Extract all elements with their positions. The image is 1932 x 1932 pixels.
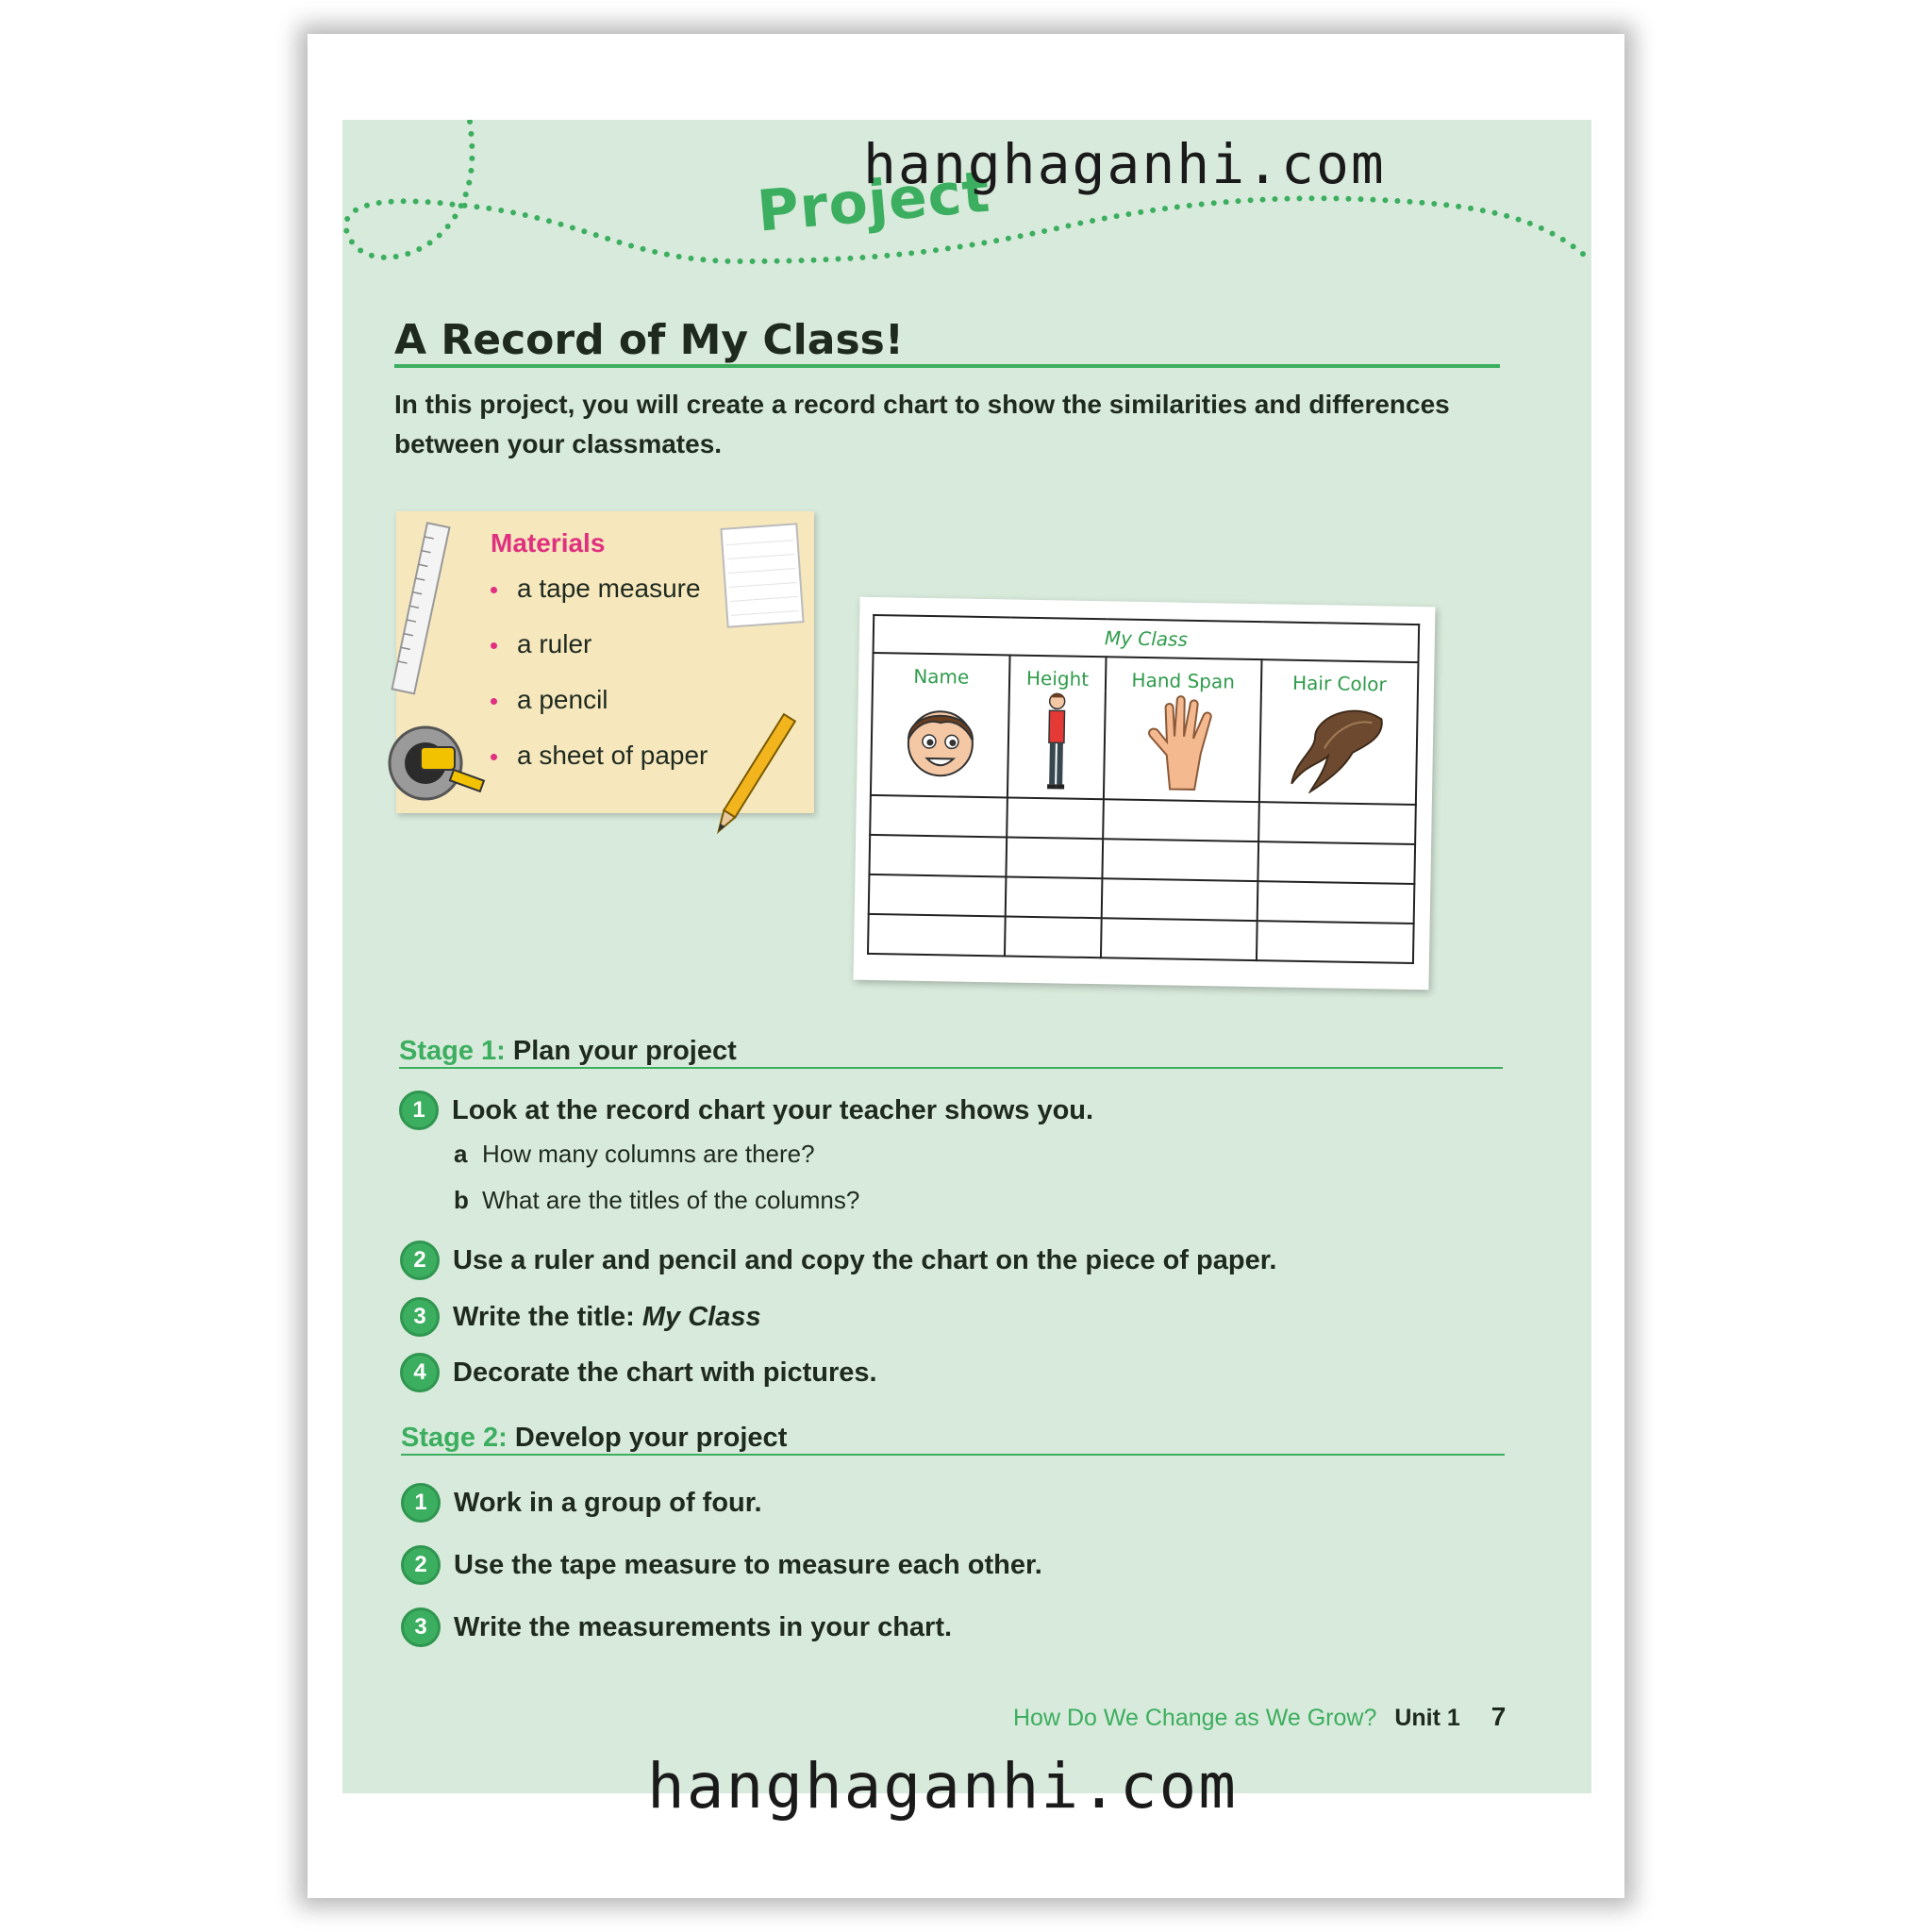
table-cell [870,795,1008,838]
watermark-top: hanghaganhi.com [863,132,1386,196]
column-header: Name [873,653,1010,690]
ruler-icon [389,519,455,698]
hair-icon [1259,693,1418,805]
table-cell [1008,797,1104,839]
column-header: Hand Span [1105,657,1261,693]
table-cell [1100,918,1257,960]
step-number-badge: 1 [399,1091,439,1130]
materials-item: a tape measure [491,574,708,629]
record-chart-image [854,597,1436,991]
step-number-badge: 3 [401,1607,441,1647]
table-cell [1007,837,1103,878]
table-cell [869,874,1007,917]
stage2-step-1: 1 Work in a group of four. [401,1483,762,1523]
table-cell [1006,876,1102,918]
hand-icon [1103,691,1260,802]
footer-unit: Unit 1 [1394,1705,1460,1731]
stage2-step-3: 3 Write the measurements in your chart. [401,1607,952,1647]
watermark-bottom: hanghaganhi.com [647,1750,1239,1823]
step-number-badge: 4 [400,1353,440,1392]
materials-item: a pencil [491,685,708,741]
column-header: Height [1009,655,1106,691]
stage1-step-4: 4 Decorate the chart with pictures. [400,1353,877,1392]
stage2-step-2: 2 Use the tape measure to measure each other. [401,1545,1042,1585]
step-number-badge: 3 [400,1297,440,1337]
materials-title: Materials [491,528,606,558]
project-banner-title: Project [755,158,993,245]
record-chart-title: My Class [874,615,1420,662]
page-footer [1013,1702,1506,1732]
materials-item: a sheet of paper [491,741,708,796]
stage1-heading: Stage 1: Plan your project [399,1036,737,1066]
step-number-badge: 1 [401,1483,441,1523]
materials-list [491,574,708,796]
table-cell [1258,802,1416,844]
page-number: 7 [1491,1702,1507,1731]
column-header: Hair Color [1261,659,1419,696]
bullet-icon [491,698,497,705]
table-cell [1257,921,1414,963]
heading-underline [394,364,1500,368]
table-cell [1005,916,1101,958]
footer-title: How Do We Change as We Grow? [1013,1705,1377,1731]
table-cell [869,835,1007,877]
stage2-rule [401,1454,1505,1456]
stage1-step-1: 1 Look at the record chart your teacher shows you. [399,1091,1093,1130]
table-cell [1102,839,1258,881]
bullet-icon [491,754,497,760]
stage1-sub-b: b What are the titles of the columns? [454,1186,860,1214]
table-cell [1257,881,1414,924]
pencil-icon [706,708,800,849]
record-chart-table [867,614,1420,964]
stage1-rule [399,1067,1503,1069]
table-cell [1257,841,1415,884]
bullet-icon [491,642,497,649]
stage2-heading: Stage 2: Develop your project [401,1423,788,1453]
stage1-step-2: 2 Use a ruler and pencil and copy the chart on the piece of paper. [400,1241,1276,1280]
materials-item: a ruler [491,629,708,685]
tape-measure-icon [383,721,496,815]
step-number-badge: 2 [401,1545,441,1585]
stage1-step-3: 3 Write the title: My Class [400,1297,761,1337]
intro-text: In this project, you will create a record chart to show the similarities and differences between your classmates. [394,390,1450,458]
table-cell [868,914,1006,957]
step-number-badge: 2 [400,1241,440,1280]
page-heading: A Record of My Class! [394,316,904,364]
face-icon [871,687,1009,798]
table-cell [1101,878,1257,921]
stage1-sub-a: a How many columns are there? [454,1140,815,1168]
paper-sheet-icon [715,519,809,632]
table-cell [1103,799,1259,841]
height-figure-icon [1008,689,1105,799]
bullet-icon [491,587,497,593]
